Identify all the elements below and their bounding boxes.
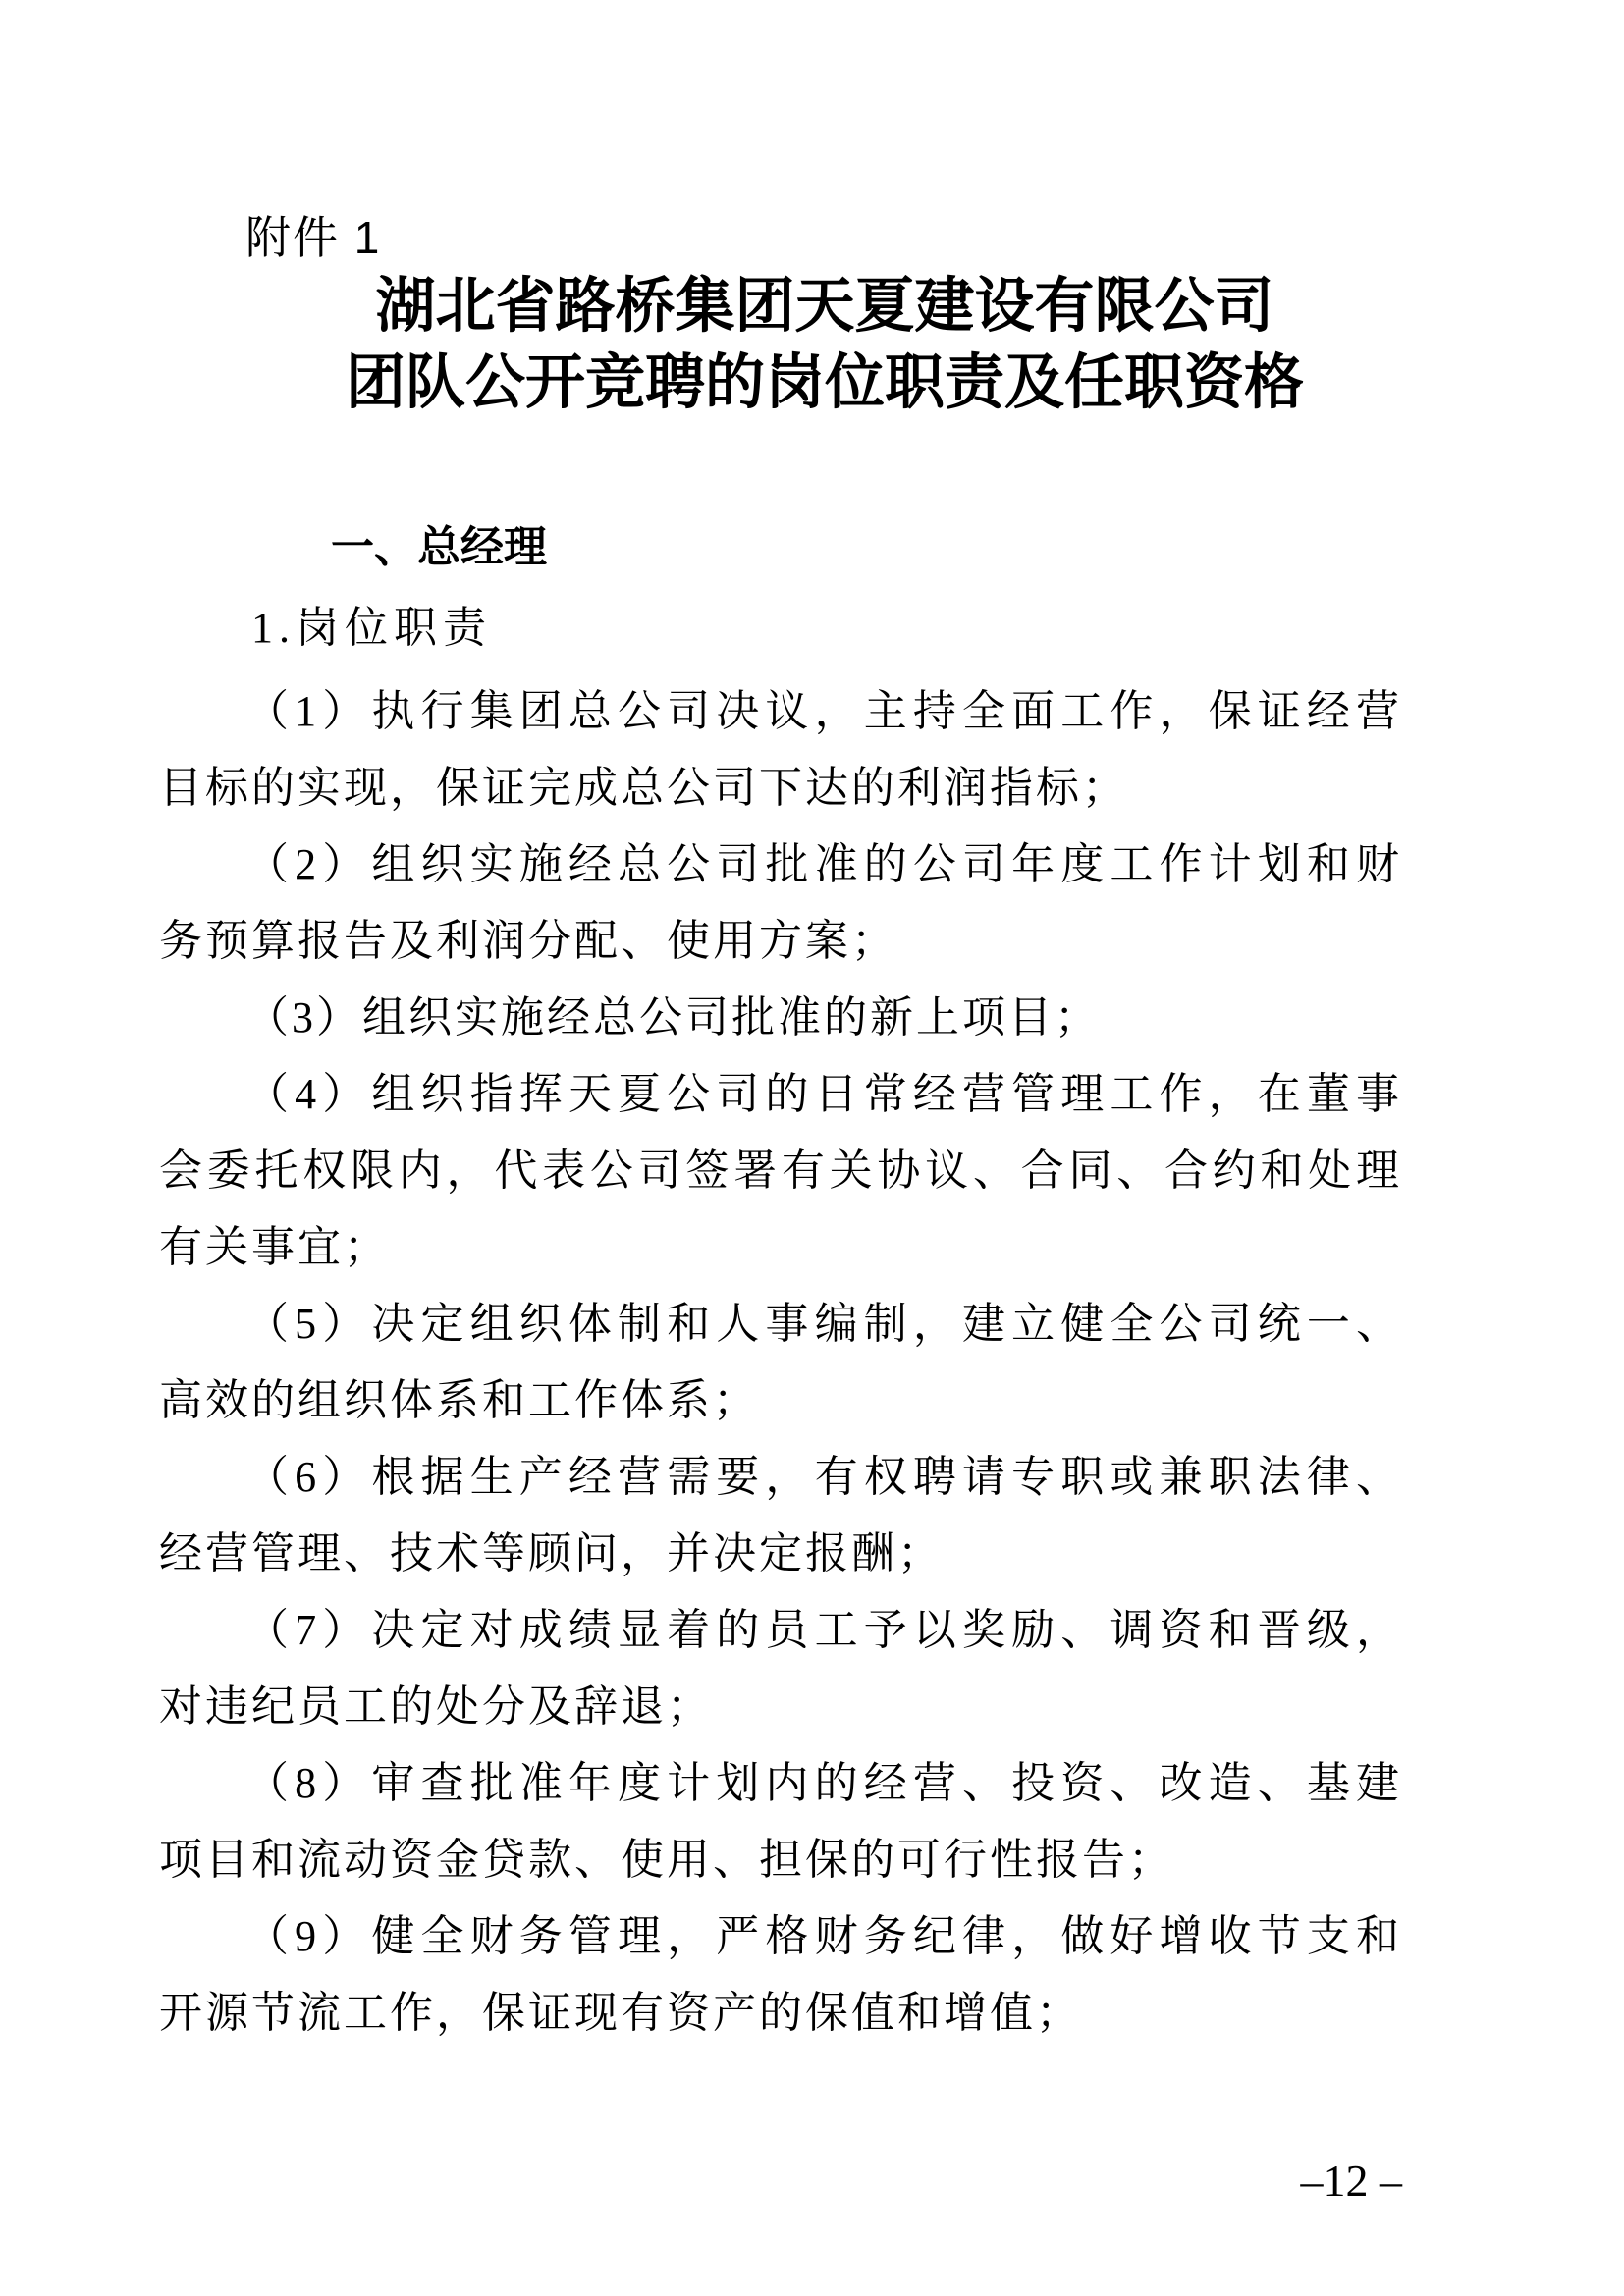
- body-line: （6）根据生产经营需要，有权聘请专职或兼职法律、: [245, 1453, 1402, 1501]
- body-line: （3）组织实施经总公司批准的新上项目；: [245, 993, 1101, 1041]
- body-line: （8）审查批准年度计划内的经营、投资、改造、基建: [245, 1759, 1402, 1807]
- body-line: （1）执行集团总公司决议，主持全面工作，保证经营: [245, 687, 1402, 735]
- body-line: 目标的实现，保证完成总公司下达的利润指标；: [159, 764, 1128, 812]
- body-line: （7）决定对成绩显着的员工予以奖励、调资和晋级，: [245, 1606, 1402, 1654]
- body-line: 项目和流动资金贷款、使用、担保的可行性报告；: [159, 1836, 1174, 1884]
- title-line-2: 团队公开竞聘的岗位职责及任职资格: [345, 350, 1304, 416]
- body-line: （2）组织实施经总公司批准的公司年度工作计划和财: [245, 840, 1402, 888]
- body-line: （4）组织指挥天夏公司的日常经营管理工作，在董事: [245, 1070, 1402, 1118]
- body-line: 有关事宜；: [159, 1223, 390, 1271]
- body-text: [159, 673, 1402, 2052]
- body-line: 高效的组织体系和工作体系；: [159, 1376, 759, 1424]
- document-title: [13, 269, 1624, 422]
- body-line: （5）决定组织体制和人事编制，建立健全公司统一、: [245, 1300, 1402, 1348]
- attachment-label: 附件 1: [245, 212, 382, 263]
- section-heading-general-manager: 一、总经理: [331, 523, 547, 571]
- body-line: 开源节流工作，保证现有资产的保值和增值；: [159, 1989, 1082, 2037]
- sub-heading-job-duties: 1.岗位职责: [251, 604, 492, 652]
- body-line: 对违纪员工的处分及辞退；: [159, 1682, 713, 1731]
- page-number: –12 –: [1300, 2156, 1402, 2206]
- body-line: 会委托权限内，代表公司签署有关协议、合同、合约和处理: [159, 1147, 1402, 1195]
- body-line: 务预算报告及利润分配、使用方案；: [159, 917, 897, 965]
- body-line: （9）健全财务管理，严格财务纪律，做好增收节支和: [245, 1912, 1402, 1960]
- body-line: 经营管理、技术等顾问，并决定报酬；: [159, 1529, 944, 1577]
- title-line-1: 湖北省路桥集团天夏建设有限公司: [375, 274, 1274, 340]
